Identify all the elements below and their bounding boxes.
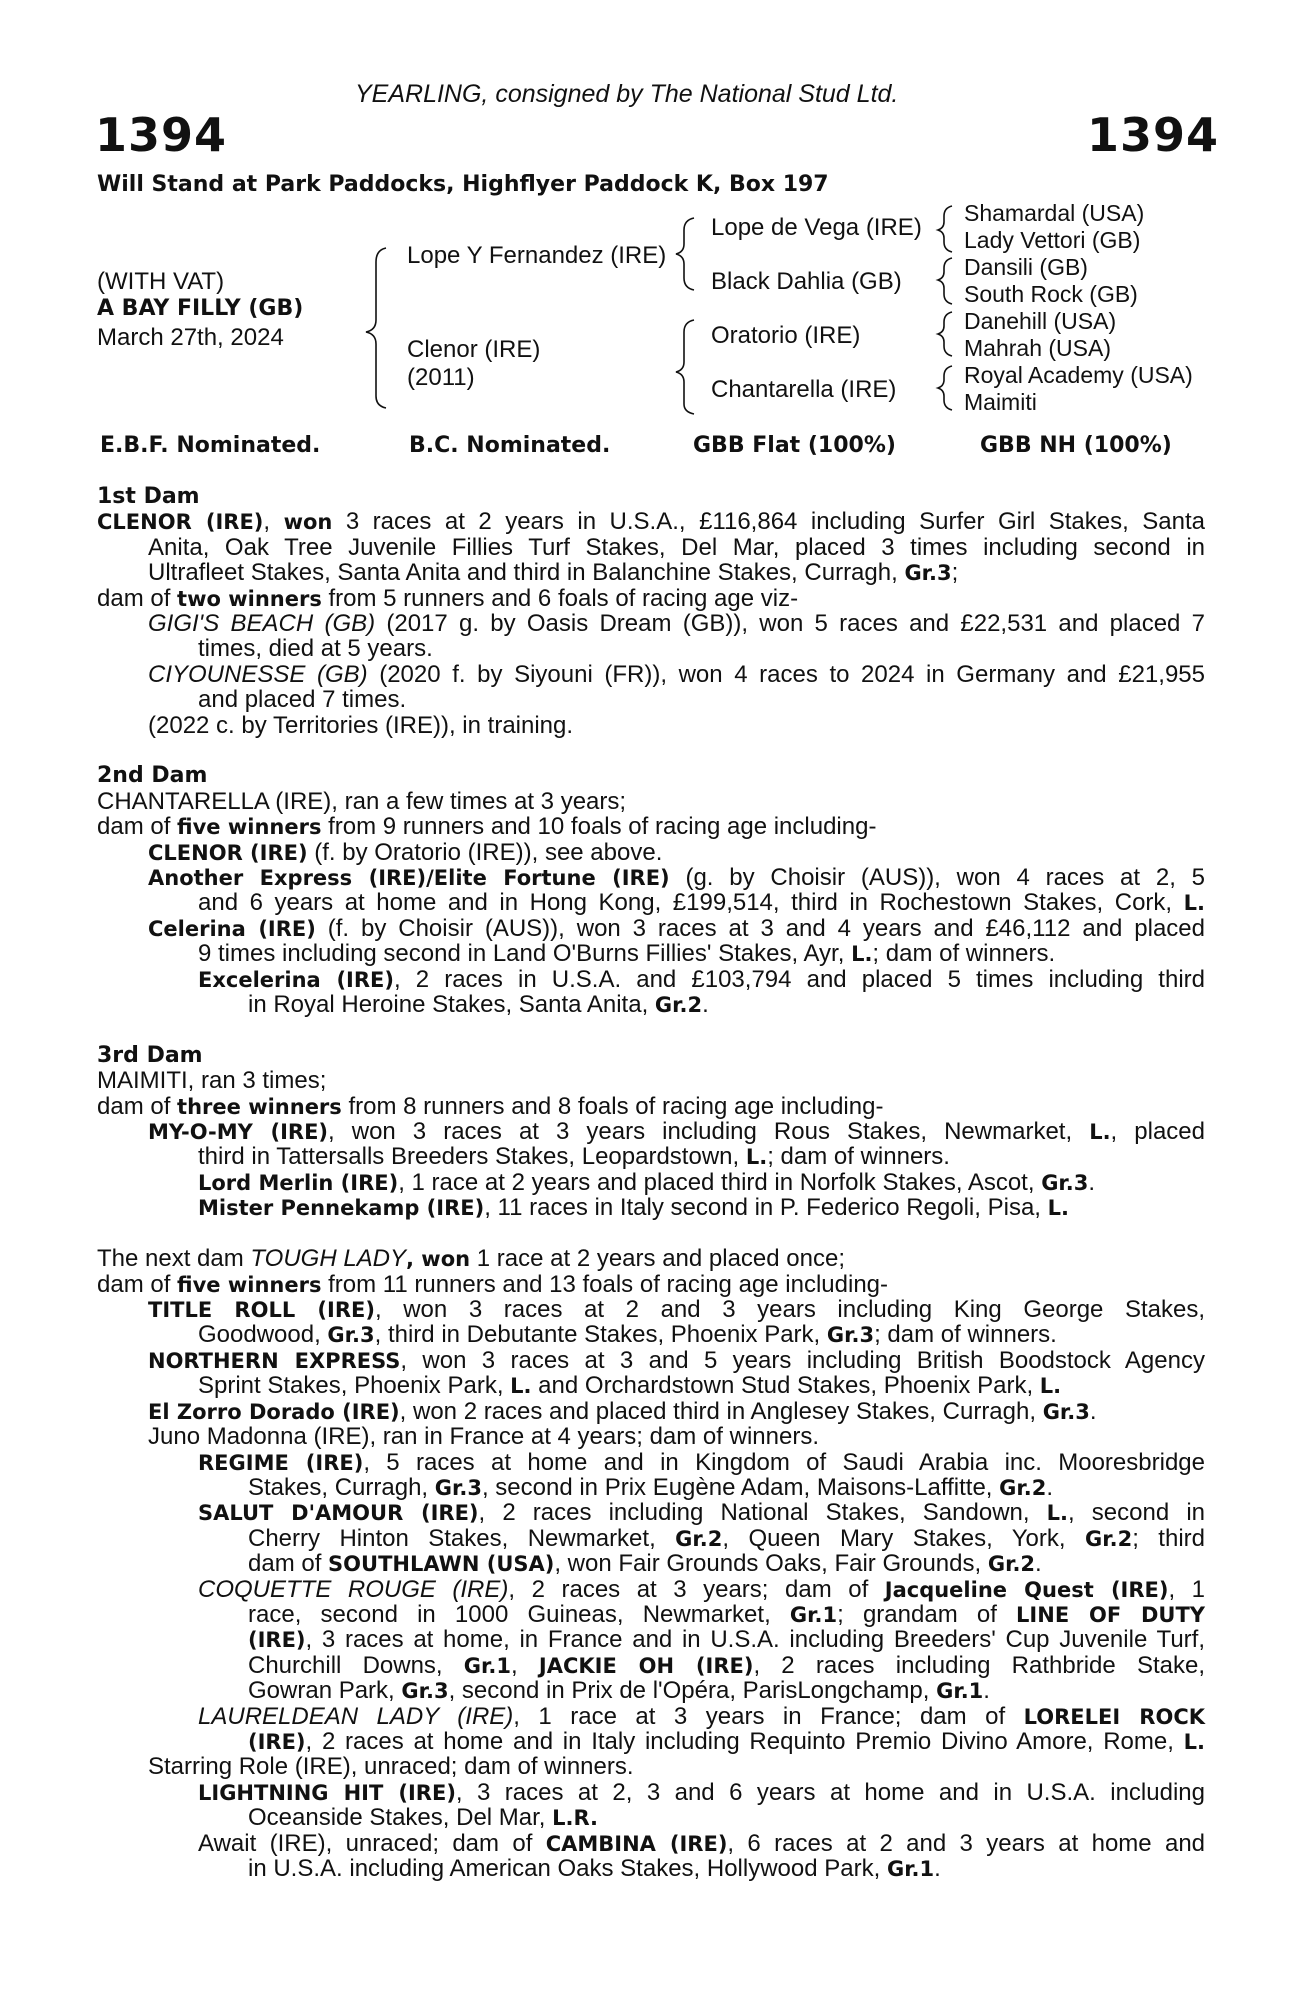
next-dam-line: COQUETTE ROUGE (IRE), 2 races at 3 years; dam of Jacqueline Quest (IRE), 1 [198,1576,1206,1603]
third-dam-line: MAIMITI, ran 3 times; [97,1067,327,1094]
next-dam-line: Gowran Park, Gr.3, second in Prix de l'Opéra, ParisLongchamp, Gr.1. [248,1677,990,1704]
first-dam-line: Ultrafleet Stakes, Santa Anita and third in Balanchine Stakes, Curragh, Gr.3; [148,559,959,586]
lot-number-left: 1394 [95,108,228,162]
next-dam-line: Juno Madonna (IRE), ran in France at 4 years; dam of winners. [148,1423,819,1450]
second-dam-line: Another Express (IRE)/Elite Fortune (IRE) (g. by Choisir (AUS)), won 4 races at 2, 5 [148,864,1206,891]
dam-dam-name: Chantarella (IRE) [711,376,897,403]
second-dam-line: dam of five winners from 9 runners and 10 foals of racing age including- [97,813,877,840]
dam-year: (2011) [407,364,475,391]
bc-nomination: B.C. Nominated. [409,433,611,458]
stable-location: Will Stand at Park Paddocks, Highflyer Paddock K, Box 197 [97,172,829,197]
gen4-name: Shamardal (USA) [964,200,1145,226]
next-dam-line: NORTHERN EXPRESS, won 3 races at 3 and 5 years including British Boodstock Agency [148,1347,1205,1374]
next-dam-line: Await (IRE), unraced; dam of CAMBINA (IRE), 6 races at 2 and 3 years at home and [198,1830,1206,1857]
second-dam-line: CHANTARELLA (IRE), ran a few times at 3 years; [97,788,627,815]
second-dam-line: Celerina (IRE) (f. by Choisir (AUS)), won 3 races at 3 and 4 years and £46,112 and placed [148,915,1206,942]
third-dam-line: dam of three winners from 8 runners and 8 foals of racing age including- [97,1093,884,1120]
first-dam-produce: CIYOUNESSE (GB) (2020 f. by Siyouni (FR)), won 4 races to 2024 in Germany and £21,955 [148,661,1205,688]
sire-dam-name: Black Dahlia (GB) [711,268,902,295]
next-dam-line: The next dam TOUGH LADY, won 1 race at 2 years and placed once; [97,1245,845,1272]
vat-label: (WITH VAT) [97,268,225,295]
next-dam-line: Goodwood, Gr.3, third in Debutante Stakes, Phoenix Park, Gr.3; dam of winners. [198,1321,1057,1348]
third-dam-line: Lord Merlin (IRE), 1 race at 2 years and placed third in Norfolk Stakes, Ascot, Gr.3. [198,1169,1096,1196]
next-dam-line: SALUT D'AMOUR (IRE), 2 races including National Stakes, Sandown, L., second in [198,1499,1205,1526]
next-dam-line: dam of SOUTHLAWN (USA), won Fair Grounds Oaks, Fair Grounds, Gr.2. [248,1550,1042,1577]
first-dam-produce: and placed 7 times. [198,686,407,713]
lot-number-right: 1394 [1087,108,1220,162]
next-dam-line: REGIME (IRE), 5 races at home and in Kingdom of Saudi Arabia inc. Mooresbridge [198,1449,1205,1476]
dam-name: Clenor (IRE) [407,336,541,363]
gen4-name: Maimiti [964,389,1037,415]
next-dam-line: Churchill Downs, Gr.1, JACKIE OH (IRE), 2 races including Rathbride Stake, [248,1652,1205,1679]
sire-sire-name: Lope de Vega (IRE) [711,214,922,241]
next-dam-line: in U.S.A. including American Oaks Stakes, Hollywood Park, Gr.1. [248,1855,941,1882]
next-dam-line: LAURELDEAN LADY (IRE), 1 race at 3 years in France; dam of LORELEI ROCK [198,1703,1205,1730]
foaling-date: March 27th, 2024 [97,324,284,351]
first-dam-line: Anita, Oak Tree Juvenile Fillies Turf Stakes, Del Mar, placed 3 times including second in [148,534,1205,561]
next-dam-line: (IRE), 3 races at home, in France and in U.S.A. including Breeders' Cup Juvenile Turf, [248,1626,1205,1653]
third-dam-line: Mister Pennekamp (IRE), 11 races in Italy second in P. Federico Regoli, Pisa, L. [198,1194,1069,1221]
third-dam-line: MY-O-MY (IRE), won 3 races at 3 years including Rous Stakes, Newmarket, L., placed [148,1118,1205,1145]
next-dam-line: (IRE), 2 races at home and in Italy including Requinto Premio Divino Amore, Rome, L. [248,1728,1205,1755]
second-dam-line: 9 times including second in Land O'Burns Fillies' Stakes, Ayr, L.; dam of winners. [198,940,1056,967]
next-dam-line: LIGHTNING HIT (IRE), 3 races at 2, 3 and 6 years at home and in U.S.A. including [198,1779,1205,1806]
ebf-nomination: E.B.F. Nominated. [100,433,321,458]
next-dam-line: Sprint Stakes, Phoenix Park, L. and Orchardstown Stud Stakes, Phoenix Park, L. [198,1372,1062,1399]
third-dam-heading: 3rd Dam [97,1043,203,1068]
gen4-name: Lady Vettori (GB) [964,227,1141,253]
sire-name: Lope Y Fernandez (IRE) [407,242,667,269]
third-dam-line: third in Tattersalls Breeders Stakes, Leopardstown, L.; dam of winners. [198,1143,950,1170]
next-dam-line: race, second in 1000 Guineas, Newmarket, Gr.1; grandam of LINE OF DUTY [248,1601,1205,1628]
next-dam-line: El Zorro Dorado (IRE), won 2 races and placed third in Anglesey Stakes, Curragh, Gr.3. [148,1398,1097,1425]
first-dam-line: CLENOR (IRE), won 3 races at 2 years in U.S.A., £116,864 including Surfer Girl Stakes, Santa [97,508,1206,535]
second-dam-heading: 2nd Dam [97,763,208,788]
gen4-name: Mahrah (USA) [964,335,1111,361]
second-dam-line: Excelerina (IRE), 2 races in U.S.A. and £103,794 and placed 5 times including third [198,966,1205,993]
next-dam-line: TITLE ROLL (IRE), won 3 races at 2 and 3 years including King George Stakes, [148,1296,1206,1323]
next-dam-line: Oceanside Stakes, Del Mar, L.R. [248,1804,599,1831]
next-dam-line: Starring Role (IRE), unraced; dam of winners. [148,1753,634,1780]
gbb-flat: GBB Flat (100%) [693,433,896,458]
second-dam-line: and 6 years at home and in Hong Kong, £199,514, third in Rochestown Stakes, Cork, L. [198,889,1205,916]
next-dam-line: Stakes, Curragh, Gr.3, second in Prix Eugène Adam, Maisons-Laffitte, Gr.2. [248,1474,1053,1501]
gbb-nh: GBB NH (100%) [980,433,1172,458]
second-dam-line: CLENOR (IRE) (f. by Oratorio (IRE)), see above. [148,839,663,866]
dam-sire-name: Oratorio (IRE) [711,322,861,349]
gen4-name: South Rock (GB) [964,281,1138,307]
catalogue-subtitle: YEARLING, consigned by The National Stud Ltd. [355,80,899,108]
gen4-name: Danehill (USA) [964,308,1117,334]
first-dam-line: dam of two winners from 5 runners and 6 foals of racing age viz- [97,585,799,612]
next-dam-line: dam of five winners from 11 runners and 13 foals of racing age including- [97,1271,889,1298]
next-dam-line: Cherry Hinton Stakes, Newmarket, Gr.2, Queen Mary Stakes, York, Gr.2; third [248,1525,1205,1552]
first-dam-produce: GIGI'S BEACH (GB) (2017 g. by Oasis Dream (GB)), won 5 races and £22,531 and placed 7 [148,610,1205,637]
first-dam-heading: 1st Dam [97,484,200,509]
first-dam-produce: (2022 c. by Territories (IRE)), in training. [148,712,574,739]
second-dam-line: in Royal Heroine Stakes, Santa Anita, Gr.2. [248,991,709,1018]
horse-name: A BAY FILLY (GB) [97,296,304,321]
catalogue-body [97,484,1205,1884]
gen4-name: Royal Academy (USA) [964,362,1193,388]
gen4-name: Dansili (GB) [964,254,1088,280]
first-dam-produce: times, died at 5 years. [198,635,433,662]
